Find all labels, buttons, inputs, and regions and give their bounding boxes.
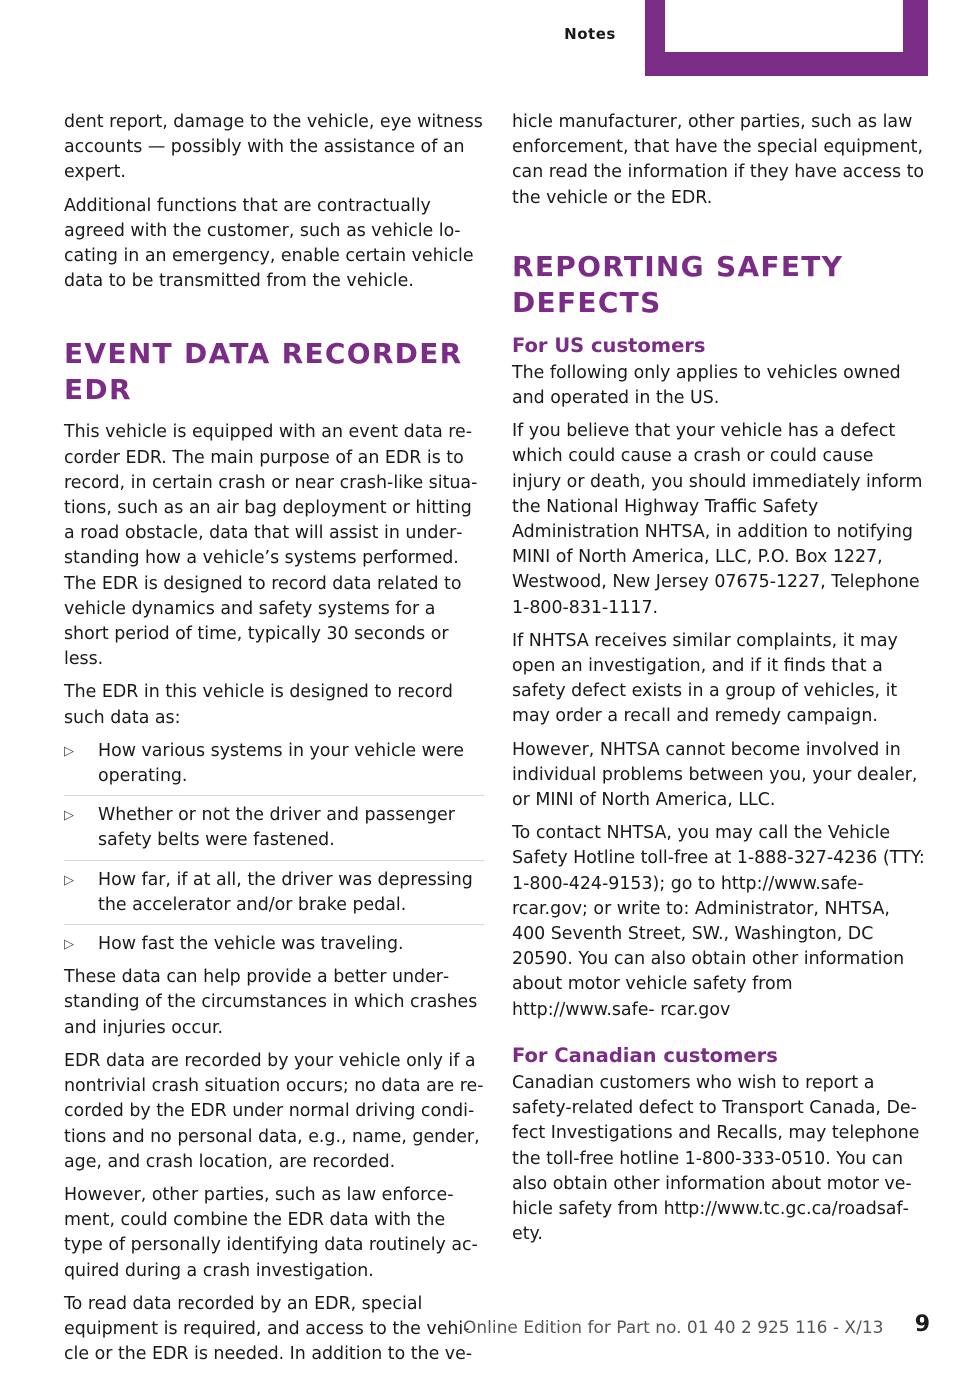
us-paragraph-1: The following only applies to vehicles owned and operated in the US. (512, 362, 901, 409)
section-tab-inner (665, 0, 903, 52)
triangle-bullet-icon: ▷ (64, 937, 74, 953)
list-item (64, 868, 484, 925)
edr-paragraph-2: The EDR in this vehicle is designed to record such data as: (64, 682, 453, 728)
us-paragraph-4: However, NHTSA cannot become involved in individual problems between you, your dealer, or MINI of North America, LLC. (512, 739, 918, 811)
edr-paragraph-3: These data can help provide a better under‐ standing of the circumstances in which crashes and injuries occur. (64, 967, 478, 1038)
edr-data-list (64, 739, 484, 963)
section-title: Notes (564, 25, 616, 43)
list-item-text: Whether or not the driver and passenger safety belts were fastened. (98, 805, 455, 851)
edr-paragraph-6: To read data recorded by an EDR, special equipment is required, and access to the vehi‐ cle or the EDR is needed. In addition to the ve‐ (64, 1293, 473, 1365)
page-number: 9 (914, 1312, 930, 1337)
edr-paragraph-5: However, other parties, such as law enforce‐ ment, could combine the EDR data with the type of personally identifying data routinely ac‐ quired during a crash investigation. (64, 1184, 478, 1281)
canadian-customers-heading: For Canadian customers (512, 1043, 778, 1067)
us-paragraph-2: If you believe that your vehicle has a defect which could cause a crash or could cause injury or death, you should immediately inform the National Highway Traffic Safety Administration NHTSA, in addition to notifying MINI of North America, LLC, P.O. Box 1227, Westwood, New Jersey 07675-1227, Telephone 1-800-831-1117. (512, 421, 923, 618)
edr-paragraph-4: EDR data are recorded by your vehicle only if a nontrivial crash situation occurs; no data are re‐ corded by the EDR under normal driving condi‐ tions and no personal data, e.g., name, gender, age, and crash location, are recorded. (64, 1050, 484, 1172)
canada-paragraph-1: Canadian customers who wish to report a safety-related defect to Transport Canada, De‐ fect Investigations and Recalls, may telephone the toll-free hotline 1-800-333-0510. You can also obtain other information about motor ve‐ hicle safety from http://www.tc.gc.ca/roadsaf‐ ety. (512, 1072, 920, 1245)
us-paragraph-5: To contact NHTSA, you may call the Vehicle Safety Hotline toll-free at 1-888-327-4236 (TTY: 1-800-424-9153); go to http://www.safe‐ rcar.gov; or write to: Administrator, NHTSA, 400 Seventh Street, SW., Washington, DC 20590. You can also obtain other information about motor vehicle safety from http://www.safe‐ rcar.gov (512, 823, 925, 1020)
edr-heading: EVENT DATA RECORDER EDR (64, 337, 463, 407)
footer-edition: Online Edition for Part no. 01 40 2 925 116 - X/13 (463, 1318, 884, 1338)
list-item-text: How various systems in your vehicle were operating. (98, 740, 464, 787)
list-item-text: How fast the vehicle was traveling. (98, 934, 404, 955)
section-tab-marker (645, 0, 928, 76)
intro-paragraph-2: Additional functions that are contractually agreed with the customer, such as vehicle lo‐ cating in an emergency, enable certain vehicle data to be transmitted from the vehicle. (64, 195, 474, 292)
edr-paragraph-1: This vehicle is equipped with an event data re‐ corder EDR. The main purpose of an EDR is to record, in certain crash or near crash-like situa‐ tions, such as an air bag deployment or hitting a road obstacle, data that will assist in under‐ standing how a vehicle’s systems performed. The EDR is designed to record data related to vehicle dynamics and safety systems for a short period of time, typically 30 seconds or less. (64, 422, 478, 670)
us-paragraph-3: If NHTSA receives similar complaints, it may open an investigation, and if it finds that a safety defect exists in a group of vehicles, it may order a recall and remedy campaign. (512, 630, 898, 727)
us-customers-heading: For US customers (512, 333, 706, 357)
intro-paragraph-1: dent report, damage to the vehicle, eye witness accounts — possibly with the assistance of an expert. (64, 112, 483, 183)
list-item-text: How far, if at all, the driver was depressing the accelerator and/or brake pedal. (98, 869, 473, 915)
right-column (512, 110, 928, 1255)
triangle-bullet-icon: ▷ (64, 872, 74, 888)
safety-defects-heading: REPORTING SAFETY DEFECTS (512, 249, 844, 319)
list-item (64, 739, 484, 796)
list-item (64, 803, 484, 860)
continued-paragraph: hicle manufacturer, other parties, such as law enforcement, that have the special equipment, can read the information if they have access to the vehicle or the EDR. (512, 112, 925, 208)
list-item (64, 932, 484, 963)
left-column (64, 110, 484, 1375)
triangle-bullet-icon: ▷ (64, 808, 74, 824)
triangle-bullet-icon: ▷ (64, 743, 74, 759)
